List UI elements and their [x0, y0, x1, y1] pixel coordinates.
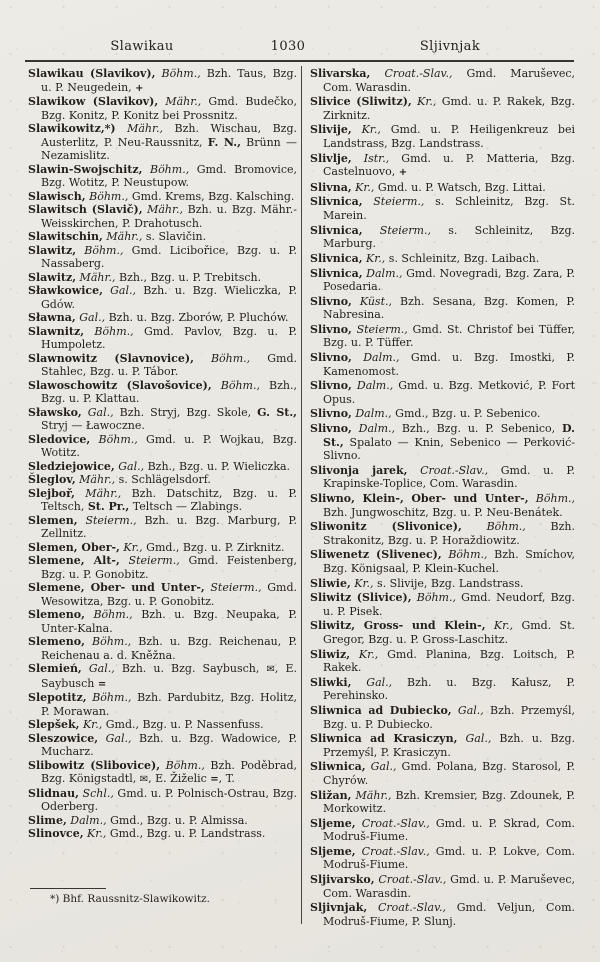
entry-region: Croat.-Slav., — [355, 844, 430, 858]
gazetteer-entry — [310, 704, 575, 731]
entry-details: Bzh. Sesana, Bzg. Komen, P. Nabresina. — [323, 294, 575, 322]
telegraph-icon: = — [210, 774, 219, 785]
gazetteer-entry — [28, 433, 297, 460]
entry-region: Kr., — [350, 576, 374, 590]
entry-region: Mähr., — [76, 270, 116, 284]
entry-details: Stryj — Ławoczne. — [41, 419, 145, 432]
entry-headword: Sliwno, Klein-, Ober- und Unter-, — [310, 492, 529, 505]
entry-region: Böhm., — [160, 758, 205, 772]
gazetteer-entry — [310, 845, 575, 872]
entry-details: Bzh., Bzg. u. P. Wieliczka. — [144, 459, 291, 473]
entry-region: Gal., — [351, 675, 393, 689]
entry-details: Gmd. Pavlov, Bzg. u. P. Humpoletz. — [41, 324, 297, 351]
entry-headword: Slepotitz, — [28, 691, 87, 704]
entry-region: Dalm., — [351, 351, 400, 365]
entry-details: Gmd. u. P. Watsch, Bzg. Littai. — [374, 180, 546, 194]
entry-details: Bzh., Bzg. u. P. Klattau. — [41, 378, 298, 405]
entry-details: Bzh. u. Bzg. Marburg, P. Zellnitz. — [41, 513, 297, 540]
entry-region: Steierm., — [362, 223, 431, 237]
gazetteer-entry — [310, 152, 575, 180]
entry-region: Dalm., — [362, 266, 403, 280]
entry-details: s. Schleinitz, Bzg. Laibach. — [385, 251, 540, 265]
entry-headword: Slivno, — [310, 294, 352, 308]
entry-details: Gmd. Budečko, Bzg. Konitz, P. Konitz bei Prossnitz. — [41, 95, 297, 122]
entry-headword: Slivnica, — [310, 251, 363, 265]
entry-headword: Slivnica, — [310, 195, 363, 209]
entry-headword: Sliwki, — [310, 675, 352, 689]
entry-region: Schl., — [78, 786, 114, 800]
entry-region: Gal., — [98, 731, 132, 745]
entry-headword: Sliwie, — [310, 576, 351, 590]
entry-details: Bzh. u. Bzg. Kałusz, P. Perehinsko. — [323, 675, 575, 703]
gazetteer-entry — [310, 577, 575, 591]
entry-region: Dalm., — [351, 379, 394, 393]
gazetteer-entry — [310, 548, 575, 575]
entry-details: , T. — [218, 772, 235, 785]
entry-headword: Slivlje, — [310, 151, 352, 165]
entry-region: Dalm., — [351, 422, 395, 436]
footnote-rule — [30, 888, 106, 889]
entry-headword: Slemene, Alt-, — [28, 554, 120, 567]
entry-details: Gmd., Bzg. u. P. Almissa. — [106, 813, 248, 827]
gazetteer-entry — [28, 67, 297, 95]
gazetteer-entry — [28, 352, 297, 379]
right-column — [310, 67, 575, 930]
entry-details: Bzh., Bzg. u. P. Sebenico, — [395, 422, 562, 436]
entry-region: Böhm., — [155, 67, 201, 80]
gazetteer-entry — [28, 554, 297, 581]
entry-region: Istr., — [351, 151, 390, 165]
entry-details: Bzh. Przemyśl, Bzg. u. P. Dubiecko. — [323, 704, 575, 731]
entry-details: Gmd., Bzg. u. P. Nassenfuss. — [102, 718, 264, 731]
entry-headword: Slivno, — [310, 351, 352, 365]
post-horn-icon: ✉ — [266, 664, 275, 675]
entry-region: Böhm., — [84, 608, 133, 621]
entry-details: Gmd. Veljun, Com. Modruš-Fiume, P. Slunj. — [323, 901, 576, 928]
entry-details: Bzh. Jungwoschitz, Bzg. u. P. Neu-Benátek. — [323, 505, 563, 519]
gazetteer-entry — [310, 195, 575, 222]
entry-region: Gal., — [75, 311, 106, 324]
entry-region: Mähr., — [351, 788, 392, 802]
entry-headword: Sliwnica ad Dubiecko, — [310, 704, 452, 717]
entry-details: Bzh. u. Bzg. Wadowice, P. Mucharz. — [41, 731, 297, 758]
entry-region: Kr., — [83, 827, 107, 840]
entry-details: Gmd. u. P. Skrad, Com. Modruš-Fiume. — [323, 816, 576, 844]
entry-headword: Slawisch, — [28, 189, 86, 203]
entry-details: Gmd. u. Bzg. Imostki, P. Kamenomost. — [323, 351, 575, 378]
gazetteer-entry — [310, 422, 575, 463]
gazetteer-entry — [28, 311, 297, 325]
entry-details: s. Schleinitz, Bzg. St. Marein. — [323, 195, 575, 222]
gazetteer-entry — [310, 817, 575, 844]
gazetteer-entry — [28, 759, 297, 787]
entry-headword: Šleglov, — [28, 473, 76, 486]
entry-region: Kr., — [411, 95, 437, 109]
entry-headword: Sliwitz, Gross- und Klein-, — [310, 619, 486, 633]
entry-region: Steierm., — [362, 195, 425, 209]
entry-headword: Sleszowice, — [28, 731, 99, 745]
gazetteer-entry — [28, 379, 297, 406]
gazetteer-entry — [28, 635, 297, 662]
gazetteer-entry — [28, 827, 297, 841]
entry-headword: Sljeme, — [310, 816, 356, 830]
entry-headword: Slime, — [28, 813, 67, 827]
footnote-text: *) Bhf. Raussnitz-Slawikowitz. — [50, 893, 210, 905]
left-column — [28, 67, 297, 841]
gazetteer-entry — [310, 323, 575, 350]
entry-details: Bzh. u. Bzg. Zborów, P. Pluchów. — [105, 311, 289, 324]
entry-headword: Slinovce, — [28, 827, 84, 840]
entry-details: Gmd. Neudorf, Bzg. u. P. Pisek. — [323, 591, 575, 618]
entry-headword: Slawitschin, — [28, 230, 103, 243]
entry-region: Böhm., — [461, 520, 526, 534]
entry-details: Gmd. u. P. Rakek, Bzg. Zirknitz. — [323, 95, 576, 122]
entry-details: , E. Saybusch — [41, 662, 297, 690]
entry-headword: Sławsko, — [28, 405, 82, 419]
entry-railway-abbr: F. N., — [207, 135, 241, 149]
entry-details: Gmd. Planina, Bzg. Loitsch, P. Rakek. — [323, 647, 576, 675]
entry-details: Gmd. Stahlec, Bzg. u. P. Tábor. — [41, 351, 297, 378]
entry-details: Gmd. Polana, Bzg. Starosol, P. Chyrów. — [323, 760, 576, 787]
entry-details: , E. Žiželic — [148, 772, 211, 785]
entry-details: Gmd. Novegradi, Bzg. Zara, P. Posedaria. — [323, 266, 575, 293]
entry-details: Bzh., Bzg. u. P. Trebitsch. — [115, 270, 262, 284]
entry-headword: Slivno, — [310, 379, 352, 393]
cross-icon: + — [135, 82, 144, 94]
gazetteer-entry — [310, 648, 575, 675]
entry-headword: Slawikow (Slavikov), — [28, 95, 159, 108]
entry-region: Kr., — [351, 180, 375, 194]
entry-region: Küst., — [351, 294, 392, 308]
entry-region: Böhm., — [528, 492, 575, 505]
entry-region: Steierm., — [204, 581, 262, 594]
gazetteer-entry — [310, 95, 575, 122]
entry-headword: Slivonja jarek, — [310, 463, 408, 477]
entry-region: Mähr., — [142, 203, 184, 216]
entry-details: Bzh. u. Bzg. Przemyśl, P. Krasiczyn. — [323, 732, 575, 759]
entry-region: Croat.-Slav., — [374, 873, 447, 887]
entry-headword: Slivnica, — [310, 223, 363, 237]
entry-headword: Sljeme, — [310, 844, 356, 858]
gazetteer-entry — [28, 487, 297, 514]
entry-region: Kr., — [119, 540, 143, 554]
entry-details: Gmd. u. P. Krapinske-Toplice, Com. Warasdin. — [323, 463, 575, 491]
entry-details: Gmd. u. Bzg. Metković, P. Fort Opus. — [323, 379, 575, 406]
gazetteer-entry — [310, 789, 575, 816]
entry-region: Kr., — [351, 123, 381, 137]
entry-details: Bzh. Smíchov, Bzg. Königsaal, P. Klein-Kuchel. — [323, 548, 575, 575]
entry-region: Böhm., — [85, 189, 129, 203]
entry-headword: Slemień, — [28, 662, 82, 675]
entry-region: Dalm., — [66, 813, 107, 827]
entry-headword: Slibowitz (Slibovice), — [28, 758, 161, 772]
entry-headword: Slemeno, — [28, 608, 85, 621]
post-horn-icon: ✉ — [139, 774, 149, 785]
entry-headword: Slawnitz, — [28, 324, 85, 338]
entry-headword: Sławna, — [28, 311, 76, 324]
gazetteer-entry — [310, 464, 575, 491]
entry-region: Gal., — [365, 760, 397, 774]
entry-headword: Slawitz, — [28, 243, 77, 257]
entry-region: Gal., — [457, 732, 492, 746]
gazetteer-entry — [310, 295, 575, 322]
gazetteer-entry — [28, 406, 297, 433]
entry-headword: Slepšek, — [28, 718, 80, 731]
entry-region: Kr., — [485, 619, 514, 633]
entry-details: Gmd. Bromovice, Bzg. Wotitz, P. Neustupow. — [41, 162, 297, 189]
entry-details: s. Schlägelsdorf. — [115, 473, 211, 486]
entry-region: Mähr., — [74, 486, 122, 500]
page-number: 1030 — [270, 39, 306, 54]
gazetteer-entry — [310, 379, 575, 406]
entry-headword: Slivno, — [310, 322, 352, 336]
telegraph-icon: = — [97, 678, 107, 690]
gazetteer-entry — [28, 514, 297, 541]
entry-details: Gmd., Bzg. u. P. Zirknitz. — [142, 540, 285, 554]
gazetteer-entry — [28, 814, 297, 828]
entry-details: Gmd. u. P. Matteria, Bzg. Castelnuovo, — [323, 151, 575, 179]
entry-headword: Slivna, — [310, 180, 352, 194]
gazetteer-entry — [310, 224, 575, 251]
entry-details: Teltsch — Zlabings. — [129, 500, 243, 513]
entry-region: Böhm., — [84, 324, 134, 338]
entry-details: Bzh. Stryj, Bzg. Skole, — [113, 405, 258, 419]
entry-headword: Sližan, — [310, 788, 352, 802]
entry-region: Croat.-Slav., — [407, 463, 489, 477]
entry-railway-abbr: D. St., — [323, 422, 575, 449]
entry-region: Kr., — [362, 251, 386, 265]
entry-headword: Slivije, — [310, 123, 352, 137]
gazetteer-entry — [28, 95, 297, 122]
entry-region: Mähr., — [75, 473, 116, 486]
entry-details: Bzh. u. Bzg. Wieliczka, P. Gdów. — [41, 284, 298, 311]
entry-headword: Slawoschowitz (Slavošovice), — [28, 378, 212, 392]
entry-details: Gmd. u. P. Maruševec, Com. Warasdin. — [323, 873, 575, 900]
entry-details: Bzh. Wischau, Bzg. Austerlitz, P. Neu-Raussnitz, — [41, 122, 297, 149]
entry-headword: Sledziejowice, — [28, 459, 115, 473]
entry-details: Bzh. Strakonitz, Bzg. u. P. Horaždiowitz. — [323, 520, 575, 547]
gazetteer-entry — [310, 407, 575, 421]
entry-region: Gal., — [81, 405, 114, 419]
entry-headword: Sławkowice, — [28, 284, 103, 297]
entry-details: Bzh. u. Bzg. Mähr.-Weisskirchen, P. Drahotusch. — [41, 203, 297, 230]
gazetteer-entry — [310, 123, 575, 150]
gazetteer-entry — [310, 67, 575, 94]
entry-headword: Sliwiz, — [310, 647, 351, 661]
gazetteer-entry — [28, 787, 297, 814]
gazetteer-entry — [28, 541, 297, 555]
entry-headword: Sliwenetz (Slivenec), — [310, 548, 442, 562]
entry-headword: Sljivarsko, — [310, 873, 375, 887]
entry-region: Böhm., — [90, 432, 138, 446]
entry-region: Kr., — [350, 647, 379, 661]
gazetteer-entry — [28, 732, 297, 759]
entry-headword: Sledovice, — [28, 432, 91, 446]
entry-details: Gmd. u. P. Lokve, Com. Modruš-Fiume. — [323, 844, 575, 872]
gazetteer-entry — [310, 267, 575, 294]
entry-details: Bzh. Kremsier, Bzg. Zdounek, P. Morkowitz. — [323, 788, 575, 816]
gazetteer-entry — [28, 691, 297, 718]
gazetteer-entry — [310, 732, 575, 759]
gazetteer-entry — [28, 325, 297, 352]
entry-region: Steierm., — [119, 554, 180, 567]
entry-details: Bzh. Pardubitz, Bzg. Holitz, P. Morawan. — [41, 691, 298, 718]
header-rule — [25, 60, 574, 62]
gazetteer-entry — [28, 163, 297, 190]
entry-details: Bzh. u. Bzg. Neupaka, P. Unter-Kalna. — [41, 608, 297, 635]
entry-details: s. Slavičin. — [142, 230, 207, 243]
gazetteer-entry — [310, 901, 575, 928]
entry-headword: Sliwitz (Slivice), — [310, 591, 412, 605]
running-head-right-word: Sljivnjak — [419, 39, 481, 54]
entry-region: Gal., — [81, 662, 115, 675]
entry-headword: Slawikowitz,*) — [28, 122, 116, 135]
gazetteer-entry — [28, 122, 297, 163]
entry-region: Mähr., — [158, 95, 202, 108]
entry-headword: Slivno, — [310, 407, 352, 421]
entry-details: Gmd. Krems, Bzg. Kalsching. — [128, 189, 295, 203]
entry-headword: Slawin-Swojschitz, — [28, 162, 143, 176]
entry-headword: Sliwnica ad Krasiczyn, — [310, 732, 458, 746]
gazetteer-entry — [310, 252, 575, 266]
gazetteer-entry — [28, 244, 297, 271]
gazetteer-entry — [28, 473, 297, 487]
entry-region: Mähr., — [102, 230, 143, 243]
gazetteer-entry — [310, 676, 575, 703]
entry-details: Gmd. u. P. Polnisch-Ostrau, Bzg. Oderberg. — [41, 786, 297, 813]
entry-details: Brünn — Nezamislitz. — [41, 135, 298, 162]
entry-headword: Slivice (Sliwitz), — [310, 95, 412, 109]
entry-details: Gmd. Feistenberg, Bzg. u. P. Gonobitz. — [41, 554, 297, 581]
entry-headword: Sliwonitz (Slivonice), — [310, 520, 462, 534]
entry-region: Gal., — [451, 704, 484, 717]
entry-headword: Slivnica, — [310, 266, 363, 280]
gazetteer-entry — [310, 619, 575, 646]
entry-region: Croat.-Slav., — [367, 901, 446, 915]
column-divider-rule — [301, 66, 302, 924]
entry-region: Dalm., — [351, 407, 392, 421]
gazetteer-entry — [310, 492, 575, 519]
entry-headword: Slemen, Ober-, — [28, 540, 120, 554]
entry-region: Croat.-Slav., — [370, 67, 453, 80]
entry-details: Gmd. Maruševec, Com. Warasdin. — [323, 67, 576, 94]
entry-details: s. Schleinitz, Bzg. Marburg. — [323, 223, 575, 251]
entry-headword: Slawikau (Slavikov), — [28, 67, 156, 80]
entry-headword: Slawitz, — [28, 270, 77, 284]
entry-details: Gmd. u. P. Heiligenkreuz bei Landstrass, Bzg. Landstrass. — [323, 123, 575, 150]
entry-details: Bzh. u. Bzg. Reichenau, P. Reichenau a. d. Kněžna. — [41, 635, 297, 662]
entry-region: Böhm., — [411, 591, 456, 605]
entry-details: Gmd., Bzg. u. P. Sebenico. — [391, 407, 541, 421]
gazetteer-entry — [310, 760, 575, 787]
entry-headword: Slawnowitz (Slavnovice), — [28, 351, 194, 365]
entry-details: Bzh. Datschitz, Bzg. u. P. Teltsch, — [41, 486, 297, 513]
gazetteer-entry — [310, 181, 575, 195]
running-head-left-word: Slawikau — [110, 39, 174, 54]
entry-region: Böhm., — [193, 351, 251, 365]
entry-region: Steierm., — [77, 513, 137, 527]
entry-headword: Slemen, — [28, 513, 78, 527]
entry-details: Gmd., Bzg. u. P. Landstrass. — [106, 827, 266, 840]
gazetteer-entry — [28, 230, 297, 244]
gazetteer-entry — [28, 608, 297, 635]
entry-headword: Sliwnica, — [310, 760, 366, 774]
entry-region: Kr., — [79, 718, 103, 731]
entry-railway-abbr: St. Pr., — [87, 500, 130, 513]
gazetteer-entry — [28, 203, 297, 230]
entry-details: Gmd. St. Gregor, Bzg. u. P. Gross-Laschitz. — [323, 619, 575, 646]
entry-region: Böhm., — [86, 691, 132, 704]
gazetteer-entry — [28, 718, 297, 732]
entry-headword: Slemene, Ober- und Unter-, — [28, 581, 205, 594]
gazetteer-entry — [310, 520, 575, 547]
gazetteer-entry — [28, 190, 297, 204]
entry-details: Gmd. St. Christof bei Tüffer, Bzg. u. P. Tüffer. — [323, 322, 575, 350]
entry-headword: Slivno, — [310, 422, 352, 436]
entry-region: Böhm., — [84, 635, 132, 648]
entry-details: Bzh. u. Bzg. Saybusch, — [114, 662, 267, 675]
entry-region: Gal., — [102, 284, 136, 297]
entry-region: Mähr., — [115, 122, 164, 135]
cross-icon: + — [398, 167, 408, 179]
entry-region: Gal., — [114, 459, 145, 473]
entry-details: Spalato — Knin, Sebenico — Perković-Slivno. — [323, 435, 575, 463]
gazetteer-entry — [310, 591, 575, 618]
entry-region: Böhm., — [76, 243, 124, 257]
entry-region: Croat.-Slav., — [355, 816, 430, 830]
entry-region: Steierm., — [351, 322, 408, 336]
entry-railway-abbr: G. St., — [257, 405, 297, 419]
entry-details: Gmd. u. P. Wojkau, Bzg. Wotitz. — [41, 432, 297, 459]
entry-headword: Slawitsch (Slavič), — [28, 203, 143, 216]
gazetteer-entry — [28, 460, 297, 474]
gazetteer-entry — [28, 284, 297, 311]
gazetteer-entry — [28, 662, 297, 691]
entry-region: Böhm., — [441, 548, 488, 562]
entry-region: Böhm., — [211, 378, 260, 392]
entry-details: Bzh. Poděbrad, Bzg. Königstadtl, — [41, 758, 297, 785]
gazetteer-entry — [28, 271, 297, 285]
gazetteer-entry — [28, 581, 297, 608]
entry-details: s. Slivije, Bzg. Landstrass. — [373, 576, 524, 590]
entry-headword: Slidnau, — [28, 786, 79, 800]
entry-headword: Slemeno, — [28, 635, 85, 648]
entry-details: Gmd. Licibořice, Bzg. u. P. Nassaberg. — [41, 243, 298, 270]
gazetteer-entry — [310, 873, 575, 900]
entry-headword: Sljivnjak, — [310, 901, 368, 915]
entry-details: Bzh. Taus, Bzg. u. P. Neugedein, — [41, 67, 297, 94]
entry-headword: Slejboř, — [28, 486, 75, 500]
gazetteer-entry — [310, 351, 575, 378]
entry-region: Böhm., — [142, 162, 190, 176]
entry-headword: Slivarska, — [310, 67, 371, 80]
entry-details: Gmd. Wesowitza, Bzg. u. P. Gonobitz. — [41, 581, 297, 608]
